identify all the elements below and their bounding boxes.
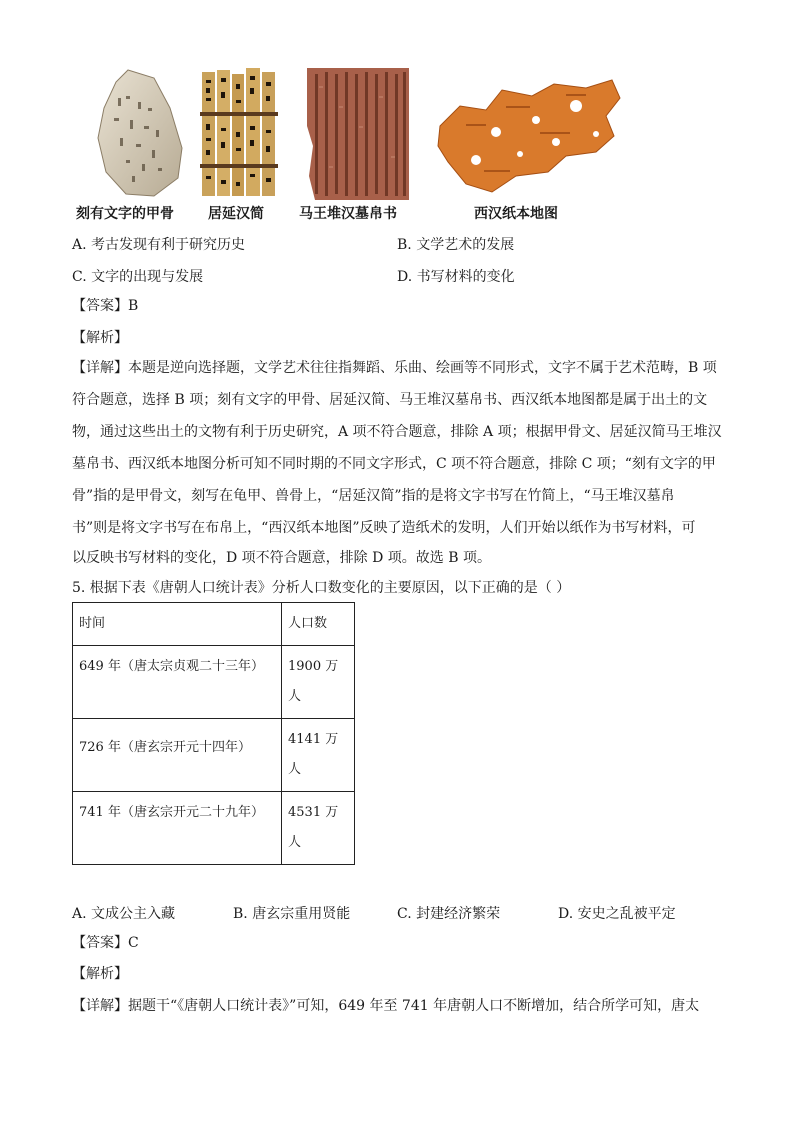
q5-option-b: B. 唐玄宗重用贤能 (233, 906, 351, 922)
q4-option-b: B. 文学艺术的发展 (397, 237, 515, 253)
q5-answer: 【答案】C (72, 935, 139, 951)
q4-detail-line: 墓帛书、西汉纸本地图分析可知不同时期的不同文字形式，C 项不符合题意，排除 C 项；“刻有文字的甲 (72, 456, 716, 472)
q4-option-d: D. 书写材料的变化 (397, 269, 515, 285)
paper-map-image (436, 76, 622, 196)
figure-caption-bamboo-slips: 居延汉简 (208, 206, 264, 222)
q4-detail-line: 书”则是将文字书写在布帛上，“西汉纸本地图”反映了造纸术的发明，人们开始以纸作为书写材料，可 (72, 520, 696, 536)
silk-manuscript-image (305, 66, 411, 202)
q4-option-c: C. 文字的出现与发展 (72, 269, 204, 285)
q5-option-c: C. 封建经济繁荣 (397, 906, 501, 922)
q5-stem: 5. 根据下表《唐朝人口统计表》分析人口数变化的主要原因，以下正确的是（ ） (72, 580, 571, 596)
q4-option-a: A. 考古发现有利于研究历史 (72, 237, 246, 253)
q4-analysis-heading: 【解析】 (72, 330, 128, 346)
q5-detail-line: 【详解】据题干“《唐朝人口统计表》”可知，649 年至 741 年唐朝人口不断增加，结合所学可知，唐太 (72, 998, 700, 1014)
table-cell: 741 年（唐玄宗开元二十九年） (73, 792, 282, 865)
figure-caption-oracle-bone: 刻有文字的甲骨 (76, 206, 174, 222)
table-cell: 4141 万人 (282, 719, 355, 792)
q4-detail-line: 骨”指的是甲骨文，刻写在龟甲、兽骨上，“居延汉简”指的是将文字书写在竹简上，“马王堆汉墓帛 (72, 488, 675, 504)
table-cell: 726 年（唐玄宗开元十四年） (73, 719, 282, 792)
q5-option-a: A. 文成公主入藏 (72, 906, 176, 922)
q5-option-d: D. 安史之乱被平定 (558, 906, 676, 922)
bamboo-slips-image (200, 68, 284, 200)
table-header-cell: 时间 (73, 603, 282, 646)
q4-detail-line: 以反映书写材料的变化，D 项不符合题意，排除 D 项。故选 B 项。 (72, 550, 491, 566)
population-table (72, 602, 355, 865)
figure-caption-paper-map: 西汉纸本地图 (474, 206, 558, 222)
table-row (73, 719, 355, 792)
oracle-bone-image (96, 68, 186, 200)
table-row (73, 646, 355, 719)
q4-answer: 【答案】B (72, 298, 139, 314)
table-row (73, 792, 355, 865)
q5-analysis-heading: 【解析】 (72, 966, 128, 982)
table-cell: 1900 万人 (282, 646, 355, 719)
table-cell: 4531 万人 (282, 792, 355, 865)
q4-detail-line: 物，通过这些出土的文物有利于历史研究，A 项不符合题意，排除 A 项；根据甲骨文、居延汉简马王堆汉 (72, 424, 722, 440)
table-header-row (73, 603, 355, 646)
q4-detail-line: 【详解】本题是逆向选择题，文学艺术往往指舞蹈、乐曲、绘画等不同形式，文字不属于艺术范畴，B 项 (72, 360, 717, 376)
table-cell: 649 年（唐太宗贞观二十三年） (73, 646, 282, 719)
table-header-cell: 人口数 (282, 603, 355, 646)
figure-caption-silk-manuscript: 马王堆汉墓帛书 (299, 206, 397, 222)
q4-detail-line: 符合题意，选择 B 项；刻有文字的甲骨、居延汉简、马王堆汉墓帛书、西汉纸本地图都是属于出土的文 (72, 392, 708, 408)
